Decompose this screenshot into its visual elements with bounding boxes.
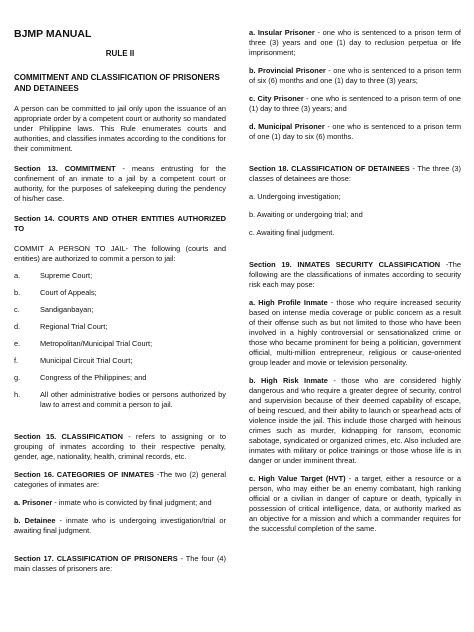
high-value-target: c. High Value Target (HVT) - a target, either a resource or a person, who may either be an enemy combatant, high ranking official or a civilian in danger of capture or death, typically in possession of critical intelligence, data, or authority marked as an objective for a mission and which a commander requires for the successful completion of the same. xyxy=(249,474,461,533)
section-14-text: - The following (courts and entities) are authorized to commit a person to jail: xyxy=(14,244,227,263)
list-item: d. Regional Trial Court; xyxy=(14,322,108,331)
section-18-text: - The three (3) classes of detainees are those: xyxy=(249,164,461,183)
section-14-lead xyxy=(14,244,226,264)
section-16-title: Section 16. CATEGORIES OF INMATES xyxy=(14,470,154,479)
section-16-detainee: b. Detainee - inmate who is undergoing investigation/trial or awaiting final judgment. xyxy=(14,516,226,535)
left-column xyxy=(14,0,226,574)
section-18 xyxy=(249,164,461,184)
section-19 xyxy=(249,260,461,290)
section-17 xyxy=(14,554,226,574)
section-13 xyxy=(14,164,226,204)
section-13-title: Section 13. COMMITMENT xyxy=(14,164,116,173)
right-column xyxy=(249,0,461,534)
section-15 xyxy=(14,432,226,462)
section-15-text: - refers to assigning or to grouping of inmates according to their respective penalty, gender, age, nationality, health, criminal records, etc. xyxy=(14,432,226,461)
section-17-text: - The four (4) main classes of prisoners are: xyxy=(14,554,226,573)
section-18-title: Section 18. CLASSIFICATION OF DETAINEES xyxy=(249,164,410,173)
list-item: b. Court of Appeals; xyxy=(14,288,97,297)
section-14-title: Section 14. COURTS AND OTHER ENTITIES AUTHORIZED TO xyxy=(14,214,226,233)
list-item: h. All other administrative bodies or persons authorized by law to arrest and commit a person to jail. xyxy=(14,390,226,409)
section-14-subtitle: COMMIT A PERSON TO JAIL xyxy=(14,244,126,253)
section-16-prisoner: a. Prisoner - inmate who is convicted by final judgment; and xyxy=(14,498,212,507)
list-item: e. Metropolitan/Municipal Trial Court; xyxy=(14,339,153,348)
document-header: BJMP MANUAL xyxy=(14,28,92,40)
prisoner-class-city: c. City Prisoner - one who is sentenced to a prison term of one (1) day to three (3) years; and xyxy=(249,94,462,113)
section-16 xyxy=(14,470,226,490)
rule-title: RULE II xyxy=(105,49,135,58)
list-item: g. Congress of the Philippines; and xyxy=(14,373,147,382)
list-item: b. Awaiting or undergoing trial; and xyxy=(249,210,363,219)
prisoner-class-provincial: b. Provincial Prisoner - one who is sentenced to a prison term of six (6) months and one (1) day to three (3) years; xyxy=(249,66,461,85)
list-item: a. Supreme Court; xyxy=(14,271,93,280)
section-13-text: - means entrusting for the confinement of an inmate to a jail by a competent court or authority, for the purposes of safekeeping during the pendency of his/her case. xyxy=(14,164,226,203)
rule-intro: A person can be committed to jail only upon the issuance of an appropriate order by a competent court or authority so mandated under Philippine laws. This Rule enumerates courts and authorities, and classifies inmates according to the conditions for their commitment. xyxy=(14,104,226,153)
list-item: a. Undergoing investigation; xyxy=(249,192,341,201)
list-item: c. Awaiting final judgment. xyxy=(249,228,335,237)
prisoner-class-municipal: d. Municipal Prisoner - one who is sentenced to a prison term of one (1) day to six (6) months. xyxy=(249,122,461,141)
rule-heading: COMMITMENT AND CLASSIFICATION OF PRISONERS AND DETAINEES xyxy=(14,73,220,93)
high-profile-inmate: a. High Profile Inmate - those who require increased security based on intense media coverage or public concern as a result of their offense such as but not limited to those who have been involved in a highly controversial or sensationalized crime or those who became prominent for being a politician, government official, multi-million entrepreneur, religious or cause-oriented group leader and movie or television personality. xyxy=(249,298,461,367)
section-19-text: -The following are the classifications of inmates according to security risk each may pose: xyxy=(249,260,462,289)
section-17-title: Section 17. CLASSIFICATION OF PRISONERS xyxy=(14,554,178,563)
list-item: f. Municipal Circuit Trial Court; xyxy=(14,356,133,365)
section-16-text: -The two (2) general categories of inmates are: xyxy=(14,470,226,489)
section-15-title: Section 15. CLASSIFICATION xyxy=(14,432,123,441)
high-risk-inmate: b. High Risk Inmate - those who are considered highly dangerous and who require a greater degree of security, control and supervision because of their deemed capability of escape, of being rescued, and their ability to launch or spearhead acts of violence inside the jail. This include those charged with heinous crimes such as murder, kidnapping for ransom, economic sabotage, syndicated or organized crimes, etc. Also included are inmates with military or police trainings or those whose life is in danger or under imminent threat. xyxy=(249,376,461,465)
section-19-title: Section 19. INMATES SECURITY CLASSIFICATION xyxy=(249,260,441,269)
list-item: c. Sandiganbayan; xyxy=(14,305,94,314)
prisoner-class-insular: a. Insular Prisoner - one who is sentenced to a prison term of three (3) years and one (1) day to reclusion perpetua or life imprisonment; xyxy=(249,28,461,57)
